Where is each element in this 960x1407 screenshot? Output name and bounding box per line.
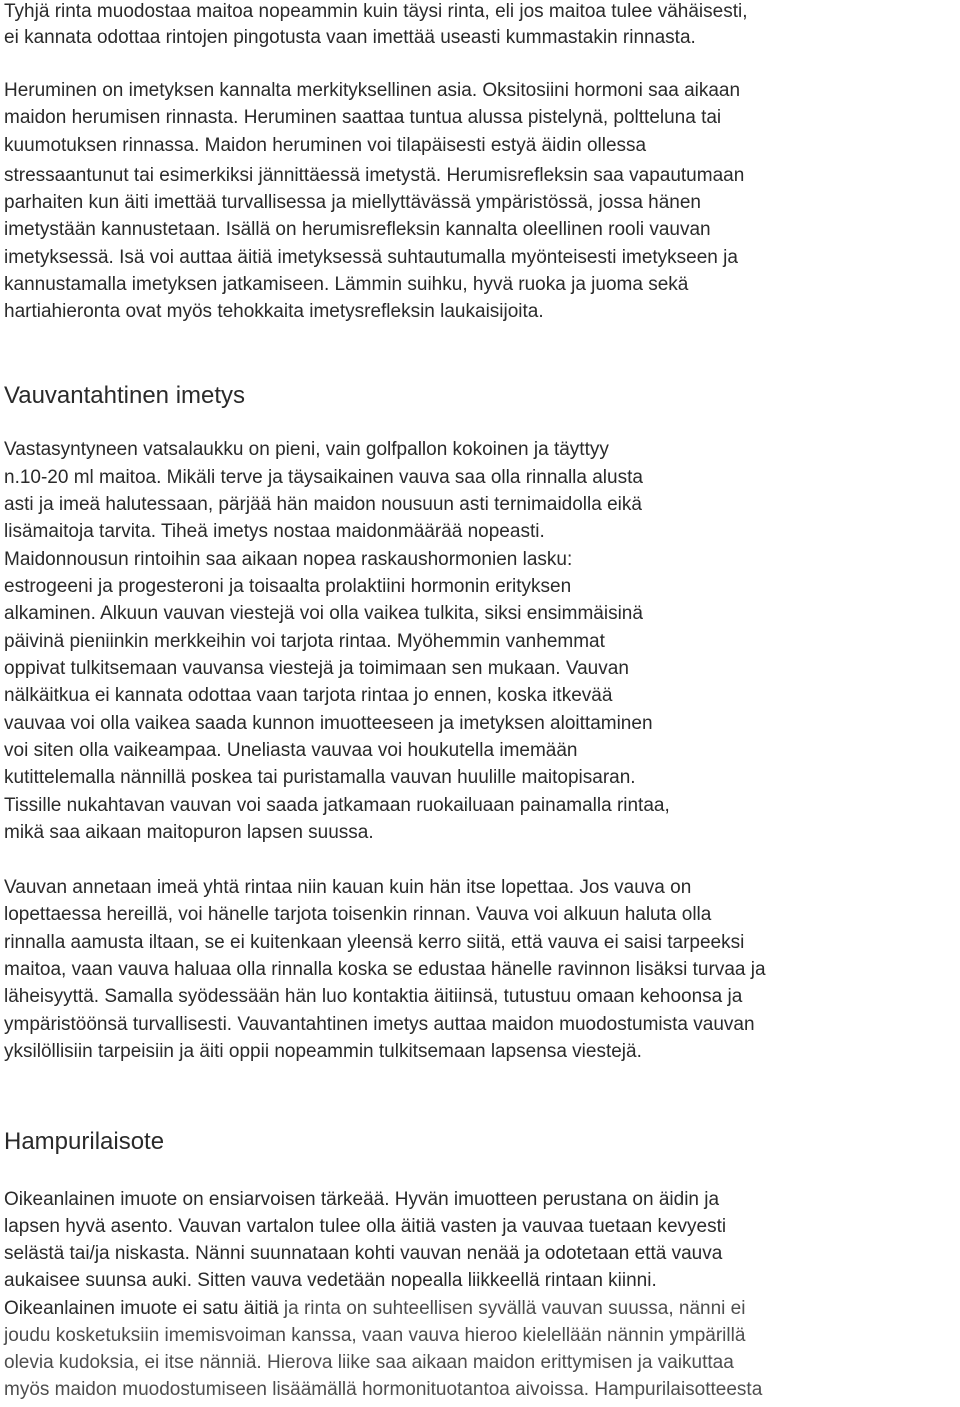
- body-line-rest: ja rinta on suhteellisen syvällä vauvan suussa, nänni ei: [278, 1298, 746, 1319]
- body-line: vauvaa voi olla vaikea saada kunnon imuotteeseen ja imetyksen aloittaminen: [4, 713, 653, 734]
- body-line: aukaisee suunsa auki. Sitten vauva vedetään nopealla liikkeellä rintaan kiinni.: [4, 1270, 657, 1291]
- body-line: joudu kosketuksiin imemisvoiman kanssa, vaan vauva hieroo kielellään nännin ympärillä: [4, 1325, 746, 1346]
- body-line: asti ja imeä halutessaan, pärjää hän maidon nousuun asti ternimaidolla eikä: [4, 494, 642, 515]
- body-line-start: Oikeanlainen imuote ei satu äitiä: [4, 1298, 279, 1319]
- body-line: lisämaitoja tarvita. Tiheä imetys nostaa maidonmäärää nopeasti.: [4, 521, 545, 542]
- body-line: alkaminen. Alkuun vauvan viestejä voi olla vaikea tulkita, siksi ensimmäisinä: [4, 603, 643, 624]
- body-line: Oikeanlainen imuote on ensiarvoisen tärkeää. Hyvän imuotteen perustana on äidin ja: [4, 1189, 720, 1210]
- intro-line: stressaantunut tai esimerkiksi jännittäessä imetystä. Herumisrefleksin saa vapautumaan: [4, 165, 745, 186]
- body-line: päivinä pieniinkin merkkeihin voi tarjota rintaa. Myöhemmin vanhemmat: [4, 631, 605, 652]
- body-line: mikä saa aikaan maitopuron lapsen suussa.: [4, 822, 374, 843]
- intro-line: hartiahieronta ovat myös tehokkaita imetysrefleksin laukaisijoita.: [4, 301, 544, 322]
- body-line: yksilöllisiin tarpeisiin ja äiti oppii nopeammin tulkitsemaan lapsensa viestejä.: [4, 1041, 642, 1062]
- section-heading-hampurilaisote: Hampurilaisote: [4, 1128, 165, 1155]
- intro-line: kuumotuksen rinnassa. Maidon heruminen voi tilapäisesti estyä äidin ollessa: [4, 135, 647, 156]
- body-line: kutittelemalla nännillä poskea tai puristamalla vauvan huulille maitopisaran.: [4, 767, 636, 788]
- intro-line: imetystään kannustetaan. Isällä on herumisrefleksin kannalta oleellinen rooli vauvan: [4, 219, 711, 240]
- intro-line: kannustamalla imetyksen jatkamiseen. Lämmin suihku, hyvä ruoka ja juoma sekä: [4, 274, 689, 295]
- body-line: lapsen hyvä asento. Vauvan vartalon tulee olla äitiä vasten ja vauvaa tuetaan kevyesti: [4, 1216, 727, 1237]
- intro-line: Heruminen on imetyksen kannalta merkityksellinen asia. Oksitosiini hormoni saa aikaan: [4, 80, 741, 101]
- intro-line: ei kannata odottaa rintojen pingotusta vaan imettää useasti kummastakin rinnasta.: [4, 27, 696, 48]
- body-line: lopettaessa hereillä, voi hänelle tarjota toisenkin rinnan. Vauva voi alkuun haluta olla: [4, 904, 712, 925]
- body-line: Vastasyntyneen vatsalaukku on pieni, vain golfpallon kokoinen ja täyttyy: [4, 439, 609, 460]
- body-line: n.10-20 ml maitoa. Mikäli terve ja täysaikainen vauva saa olla rinnalla alusta: [4, 467, 643, 488]
- intro-line: maidon herumisen rinnasta. Heruminen saattaa tuntua alussa pistelynä, poltteluna tai: [4, 107, 722, 128]
- body-line: nälkäitkua ei kannata odottaa vaan tarjota rintaa jo ennen, koska itkevää: [4, 685, 613, 706]
- body-line: voi siten olla vaikeampaa. Uneliasta vauvaa voi houkutella imemään: [4, 740, 578, 761]
- body-line: ympäristöönsä turvallisesti. Vauvantahtinen imetys auttaa maidon muodostumista vauvan: [4, 1014, 755, 1035]
- intro-line: imetyksessä. Isä voi auttaa äitiä imetyksessä suhtautumalla myönteisesti imetykseen ja: [4, 247, 738, 268]
- body-line: maitoa, vaan vauva haluaa olla rinnalla koska se edustaa hänelle ravinnon lisäksi turvaa ja: [4, 959, 766, 980]
- body-line: estrogeeni ja progesteroni ja toisaalta prolaktiini hormonin erityksen: [4, 576, 572, 597]
- body-line-mixed: [4, 1295, 745, 1322]
- body-line: oppivat tulkitsemaan vauvansa viestejä ja toimimaan sen mukaan. Vauvan: [4, 658, 629, 679]
- body-line: läheisyyttä. Samalla syödessään hän luo kontaktia äitiinsä, tutustuu omaan kehoonsa ja: [4, 986, 743, 1007]
- body-line: rinnalla aamusta iltaan, se ei kuitenkaan yleensä kerro siitä, että vauva ei saisi tarpeeksi: [4, 932, 745, 953]
- body-line: Vauvan annetaan imeä yhtä rintaa niin kauan kuin hän itse lopettaa. Jos vauva on: [4, 877, 692, 898]
- body-line: selästä tai/ja niskasta. Nänni suunnataan kohti vauvan nenää ja odotetaan että vauva: [4, 1243, 723, 1264]
- section-heading-vauvantahtinen: Vauvantahtinen imetys: [4, 382, 246, 409]
- body-line: myös maidon muodostumiseen lisäämällä hormonituotantoa aivoissa. Hampurilaisotteesta: [4, 1379, 763, 1400]
- intro-line: parhaiten kun äiti imettää turvallisessa ja miellyttävässä ympäristössä, jossa hänen: [4, 192, 701, 213]
- intro-line: Tyhjä rinta muodostaa maitoa nopeammin kuin täysi rinta, eli jos maitoa tulee vähäisesti,: [4, 1, 748, 22]
- body-line: Maidonnousun rintoihin saa aikaan nopea raskaushormonien lasku:: [4, 549, 573, 570]
- body-line: Tissille nukahtavan vauvan voi saada jatkamaan ruokailuaan painamalla rintaa,: [4, 795, 670, 816]
- body-line: olevia kudoksia, ei itse nänniä. Hierova liike saa aikaan maidon erittymisen ja vaikuttaa: [4, 1352, 734, 1373]
